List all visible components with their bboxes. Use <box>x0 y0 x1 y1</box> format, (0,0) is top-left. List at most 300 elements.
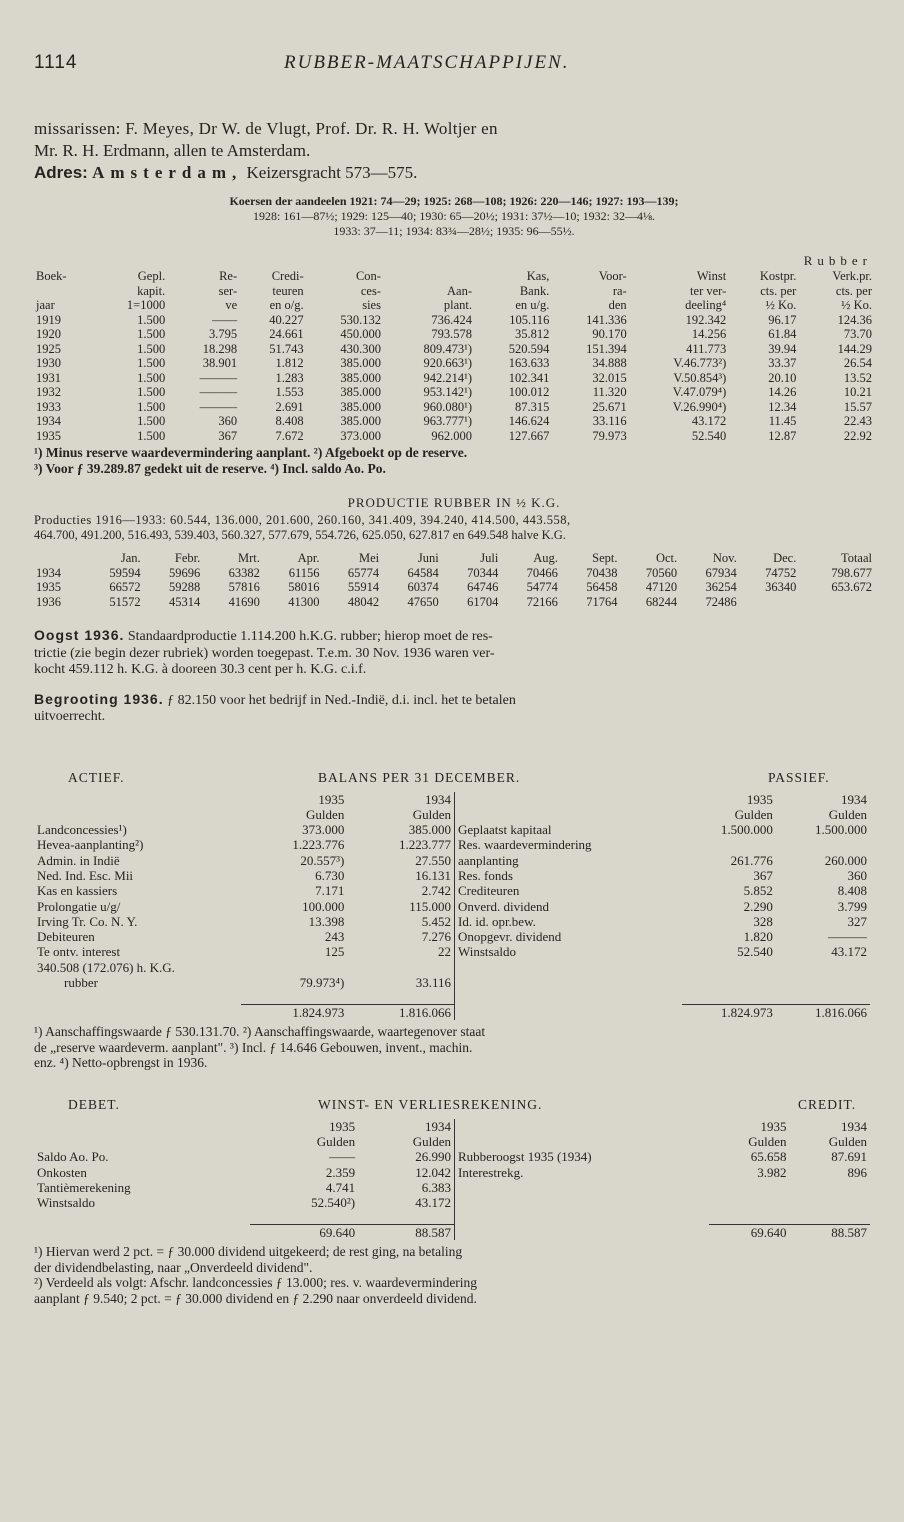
balance-left-title: ACTIEF. <box>68 769 125 785</box>
credit-year-header: 1934 <box>841 1118 867 1134</box>
passief-year-row <box>455 792 871 807</box>
credit-spacer <box>455 1119 710 1134</box>
prod-cell: 1936 <box>36 594 61 609</box>
debet-value: 6.383 <box>421 1179 451 1195</box>
actief-item-label: Debiteuren <box>37 929 95 945</box>
fin-cell: 809.473¹) <box>423 341 473 356</box>
prod-cell: 70560 <box>645 565 678 580</box>
credit-empty-row <box>455 1195 871 1210</box>
fin-header-cell: teuren <box>272 283 304 298</box>
debet-item-label: Onkosten <box>37 1164 87 1180</box>
quotes-line-3: 1933: 37—11; 1934: 83¾—28½; 1935: 96—55½. <box>333 224 575 238</box>
credit-unit-row <box>455 1134 871 1149</box>
prod-month-header: Juli <box>480 551 499 565</box>
fin-cell: V.47.079⁴) <box>672 385 727 399</box>
credit-table <box>454 1119 870 1241</box>
actief-item-label: Ned. Ind. Esc. Mii <box>37 867 134 883</box>
fin-cell: 1935 <box>36 428 61 443</box>
debet-value: —— <box>329 1149 356 1165</box>
actief-unit-header: Gulden <box>412 806 451 822</box>
debet-value: 26.990 <box>415 1149 451 1165</box>
actief-table <box>34 792 454 1021</box>
passief-year-header: 1935 <box>746 791 773 807</box>
actief-row <box>34 868 454 883</box>
passief-spacer <box>455 1004 682 1020</box>
debet-unit-header: Gulden <box>316 1133 356 1149</box>
passief-total: 1.816.066 <box>776 1004 870 1020</box>
passief-item-label: Geplaatst kapitaal <box>458 822 552 838</box>
debet-row <box>34 1165 454 1180</box>
address-line <box>34 162 874 184</box>
actief-year-row <box>34 792 454 807</box>
debet-item-label: Tantièmerekening <box>37 1179 131 1195</box>
fin-cell: 100.012 <box>508 385 550 399</box>
prod-cell: 60374 <box>407 580 439 594</box>
prod-cell: 63382 <box>228 565 260 580</box>
fin-cell: 52.540 <box>691 428 727 443</box>
passief-unit-header: Gulden <box>828 806 867 822</box>
fin-cell: 51.743 <box>269 341 304 356</box>
wv-note-2: der dividendbelasting, naar „Onverdeeld dividend". <box>34 1259 313 1275</box>
fin-table-row <box>34 385 874 400</box>
credit-row <box>455 1165 871 1180</box>
actief-value: 100.000 <box>302 898 345 914</box>
fin-cell: 960.080¹) <box>423 399 473 414</box>
debet-table <box>34 1119 454 1241</box>
prod-month-header: Jan. <box>120 551 141 565</box>
fin-header-cell: Aan- <box>447 283 473 298</box>
fin-cell: 1.500 <box>137 428 166 443</box>
oogst-line-2: trictie (zie begin dezer rubriek) worden toegepast. T.e.m. 30 Nov. 1936 waren ver- <box>34 645 495 661</box>
passief-spacer <box>455 792 682 807</box>
fin-cell: 1.500 <box>137 341 166 356</box>
oogst-line-1: Standaardproductie 1.114.200 h.K.G. rubber; hierop moet de res- <box>127 629 493 644</box>
fin-cell: 1.500 <box>137 399 166 414</box>
passief-row <box>455 944 871 959</box>
debet-value: 52.540²) <box>311 1195 356 1211</box>
passief-item-label: Winstsaldo <box>458 944 516 960</box>
actief-row <box>34 853 454 868</box>
fin-cell: 141.336 <box>586 312 627 327</box>
fin-cell: 96.17 <box>768 312 797 327</box>
fin-cell: ——— <box>199 385 238 399</box>
fin-cell: 163.633 <box>508 356 550 370</box>
fin-cell: ——— <box>199 399 238 414</box>
balance-note-3: enz. ⁴) Netto-opbrengst in 1936. <box>34 1055 208 1071</box>
passief-value: 261.776 <box>730 852 773 868</box>
intro-line-1: missarissen: F. Meyes, Dr W. de Vlugt, Prof. Dr. R. H. Woltjer en <box>34 119 498 138</box>
fin-header-cell: ces- <box>360 283 381 298</box>
production-table <box>34 551 874 609</box>
debet-spacer-row <box>34 1210 454 1224</box>
fin-cell: 736.424 <box>431 312 473 327</box>
prod-month-header: Dec. <box>773 551 797 565</box>
debet-value: 2.359 <box>325 1164 356 1180</box>
passief-item-label: Res. fonds <box>458 867 513 883</box>
fin-cell: 1932 <box>36 385 61 399</box>
fin-header-cell: ra- <box>612 283 627 298</box>
fin-cell: 953.142¹) <box>423 385 473 399</box>
fin-cell: 13.52 <box>843 370 872 385</box>
prod-month-header <box>34 551 83 566</box>
fin-header-cell: plant. <box>443 298 473 312</box>
prod-cell: 64746 <box>467 580 499 594</box>
fin-header-cell: ser- <box>218 283 238 298</box>
actief-item-label: Kas en kassiers <box>37 883 118 899</box>
actief-spacer <box>34 990 241 1004</box>
credit-value: 87.691 <box>831 1149 867 1165</box>
fin-cell: 3.795 <box>209 327 238 341</box>
address-street: Keizersgracht 573—575. <box>246 163 418 182</box>
prod-cell: 1935 <box>36 580 61 594</box>
begrooting-line-1: ƒ 82.150 voor het bedrijf in Ned.-Indië, d.i. incl. het te betalen <box>167 692 516 708</box>
actief-value: 1.223.776 <box>292 837 345 853</box>
actief-total: 1.824.973 <box>241 1004 348 1020</box>
actief-rubber-quantity: 340.508 (172.076) h. K.G. <box>37 959 175 975</box>
prod-cell: 66572 <box>109 580 141 594</box>
prod-cell: 61704 <box>467 594 499 609</box>
fin-header-cell: ter ver- <box>690 283 727 298</box>
actief-unit-row <box>34 807 454 822</box>
prod-cell: 65774 <box>347 565 380 580</box>
prod-cell: 45314 <box>169 594 201 609</box>
begrooting-line-2: uitvoerrecht. <box>34 709 106 724</box>
fin-cell: 124.36 <box>837 312 872 327</box>
passief-item-label: Onopgevr. dividend <box>458 929 562 945</box>
fin-header-cell: ½ Ko. <box>841 298 872 312</box>
prod-month-header: Nov. <box>712 551 737 565</box>
fin-cell: 12.87 <box>768 428 797 443</box>
fin-header-cell: kapit. <box>137 283 166 298</box>
prod-cell: 72166 <box>526 594 558 609</box>
credit-spacer-row <box>455 1210 871 1224</box>
fin-header-cell: Credi- <box>271 269 304 283</box>
passief-item-label: Crediteuren <box>458 883 520 899</box>
fin-table-row <box>34 429 874 444</box>
fin-cell: 385.000 <box>340 414 381 428</box>
fin-cell: 1.500 <box>137 327 166 341</box>
wv-sheet <box>34 1119 874 1241</box>
fin-cell: 1933 <box>36 399 61 414</box>
credit-spacer <box>455 1224 710 1240</box>
oogst-paragraph <box>34 627 874 679</box>
passief-value: 43.172 <box>831 944 867 960</box>
fin-header-cell: deeling⁴ <box>685 298 727 312</box>
actief-value: 1.223.777 <box>399 837 451 853</box>
fin-header-cell: cts. per <box>760 283 797 298</box>
fin-header-cell: Winst <box>696 269 727 283</box>
begrooting-paragraph <box>34 691 874 726</box>
fin-header-cell: Kas, <box>526 269 550 283</box>
fin-header-row <box>34 298 874 313</box>
passief-item-label: aanplanting <box>458 852 519 868</box>
prod-cell: 36254 <box>705 580 737 594</box>
fin-cell: 11.320 <box>592 385 627 399</box>
fin-cell: 90.170 <box>592 327 627 341</box>
quotes-line-1: Koersen der aandeelen 1921: 74—29; 1925: 268—108; 1926: 220—146; 1927: 193—139; <box>229 194 679 208</box>
fin-cell: 10.21 <box>843 385 872 399</box>
credit-spacer <box>455 1180 710 1195</box>
actief-year-header: 1935 <box>318 791 345 807</box>
fin-cell: 33.37 <box>768 356 797 370</box>
passief-value: 367 <box>753 867 773 883</box>
fin-cell: 102.341 <box>508 370 550 385</box>
credit-spacer <box>455 1210 710 1224</box>
actief-row <box>34 914 454 929</box>
fin-cell: 1.500 <box>137 356 166 370</box>
fin-table-row <box>34 414 874 429</box>
actief-value: 13.398 <box>308 913 345 929</box>
actief-spacer-row <box>34 990 454 1004</box>
passief-value: 2.290 <box>743 898 773 914</box>
debet-value: 12.042 <box>415 1164 451 1180</box>
passief-empty-row <box>455 960 871 975</box>
fin-cell: 34.888 <box>592 356 627 370</box>
debet-total: 69.640 <box>250 1224 358 1240</box>
fin-cell: 25.671 <box>592 399 627 414</box>
actief-value: 5.452 <box>421 913 451 929</box>
fin-cell: 79.973 <box>592 428 627 443</box>
prod-month-header: Febr. <box>174 551 201 565</box>
debet-item-label: Saldo Ao. Po. <box>37 1149 109 1165</box>
prod-cell: 74752 <box>765 565 797 580</box>
passief-value: 360 <box>847 867 867 883</box>
credit-value: 65.658 <box>750 1149 787 1165</box>
fin-cell: 39.94 <box>768 341 797 356</box>
passief-spacer <box>455 960 682 975</box>
prod-month-header: Sept. <box>592 551 618 565</box>
fin-cell: 1.500 <box>137 370 166 385</box>
prod-cell: 1934 <box>36 565 61 580</box>
quotes-line-2: 1928: 161—87½; 1929: 125—40; 1930: 65—20½; 1931: 37½—10; 1932: 32—4⅛. <box>252 209 655 223</box>
fin-header-cell: Boek- <box>36 269 67 283</box>
prod-cell <box>798 595 874 610</box>
fin-cell: 32.015 <box>592 370 627 385</box>
actief-row <box>34 944 454 959</box>
financial-table <box>34 269 874 443</box>
passief-spacer <box>455 990 682 1004</box>
debet-year-header: 1935 <box>329 1118 356 1134</box>
address-label: Adres: <box>34 163 88 182</box>
prod-cell: 71764 <box>586 594 618 609</box>
prod-month-header: Mrt. <box>238 551 260 565</box>
passief-row <box>455 868 871 883</box>
prod-month-header: Apr. <box>297 551 320 565</box>
fin-cell: 11.45 <box>768 414 797 428</box>
prod-table-row <box>34 595 874 610</box>
fin-header-cell: Voor- <box>598 269 627 283</box>
oogst-label: Oogst 1936. <box>34 627 125 643</box>
credit-unit-header: Gulden <box>748 1133 787 1149</box>
fin-header-row <box>34 284 874 299</box>
debet-total-row <box>34 1224 454 1240</box>
fin-cell: 12.34 <box>768 399 797 414</box>
balance-note-1: ¹) Aanschaffingswaarde ƒ 530.131.70. ²) Aanschaffingswaarde, waartegenover staat <box>34 1024 486 1040</box>
prod-cell: 798.677 <box>831 565 872 580</box>
fin-cell: 8.408 <box>275 414 304 428</box>
prod-cell: 55914 <box>347 580 380 594</box>
fin-cell: 40.227 <box>269 312 304 327</box>
credit-year-row <box>455 1119 871 1134</box>
page-number: 1114 <box>34 52 78 73</box>
actief-value: 27.550 <box>415 852 451 868</box>
prod-month-header: Aug. <box>533 551 558 565</box>
fin-cell: 385.000 <box>340 385 381 399</box>
passief-value: 8.408 <box>837 883 867 899</box>
prod-cell: 36340 <box>765 580 797 594</box>
fin-table-row <box>34 400 874 415</box>
balance-mid-title: BALANS PER 31 DECEMBER. <box>318 769 521 785</box>
wv-notes <box>34 1244 874 1306</box>
actief-value: 385.000 <box>408 822 451 838</box>
debet-value: 4.741 <box>325 1179 356 1195</box>
passief-value: 328 <box>753 913 773 929</box>
passief-spacer-row <box>455 990 871 1004</box>
actief-unit-header: Gulden <box>306 806 345 822</box>
fin-cell: 1.283 <box>275 370 304 385</box>
fin-table-row <box>34 356 874 371</box>
debet-row <box>34 1149 454 1164</box>
passief-item-label: Res. waardevermindering <box>458 837 592 853</box>
actief-row <box>34 899 454 914</box>
prod-cell <box>739 595 799 610</box>
prod-cell: 67934 <box>705 565 737 580</box>
passief-unit-header: Gulden <box>734 806 773 822</box>
passief-value: 327 <box>847 913 867 929</box>
wv-right-title: CREDIT. <box>798 1096 857 1112</box>
actief-value: 33.116 <box>415 975 451 991</box>
credit-value: 896 <box>847 1164 867 1180</box>
actief-value: 2.742 <box>421 883 451 899</box>
fin-note-1: ¹) Minus reserve waardevermindering aanplant. ²) Afgeboekt op de reserve. <box>34 445 468 460</box>
wv-note-1: ¹) Hiervan werd 2 pct. = ƒ 30.000 dividend uitgekeerd; de rest ging, na betaling <box>34 1244 463 1260</box>
debet-row <box>34 1195 454 1210</box>
wv-note-4: aanplant ƒ 9.540; 2 pct. = ƒ 30.000 dividend en ƒ 2.290 naar onverdeeld dividend. <box>34 1290 477 1306</box>
oogst-line-3: kocht 459.112 h. K.G. à dooreen 30.3 cent per h. K.G. c.i.f. <box>34 662 367 677</box>
fin-cell: 43.172 <box>691 414 727 428</box>
fin-cell: 14.256 <box>691 327 727 341</box>
prod-cell: 59696 <box>169 565 201 580</box>
passief-value <box>776 837 870 852</box>
prod-cell: 64584 <box>407 565 439 580</box>
intro-line-2: Mr. R. H. Erdmann, allen te Amsterdam. <box>34 141 311 160</box>
fin-cell: 920.663¹) <box>423 356 473 370</box>
passief-row <box>455 883 871 898</box>
credit-total: 69.640 <box>709 1224 789 1240</box>
debet-spacer <box>34 1119 250 1134</box>
fin-cell: 1.500 <box>137 414 166 428</box>
address-city: Amsterdam, <box>92 163 243 182</box>
fin-cell: 38.901 <box>202 356 238 370</box>
fin-cell: 411.773 <box>686 341 727 356</box>
page-header <box>34 52 874 74</box>
fin-cell: 1.500 <box>137 385 166 399</box>
debet-total: 88.587 <box>358 1224 454 1240</box>
fin-cell: 385.000 <box>340 399 381 414</box>
fin-cell: 1920 <box>36 327 61 341</box>
begrooting-label: Begrooting 1936. <box>34 690 164 707</box>
debet-spacer <box>34 1210 250 1224</box>
actief-rubber-row <box>34 975 454 990</box>
actief-value: 373.000 <box>302 822 345 838</box>
fin-note-2: ³) Voor ƒ 39.289.87 gedekt uit de reserve. ⁴) Incl. saldo Ao. Po. <box>34 461 386 476</box>
credit-year-header: 1935 <box>760 1118 787 1134</box>
actief-value: 125 <box>324 944 345 960</box>
actief-spacer <box>34 792 241 807</box>
prod-table-row <box>34 566 874 581</box>
fin-cell: —— <box>212 312 238 327</box>
actief-value: 79.973⁴) <box>299 975 345 991</box>
credit-item-label: Rubberoogst 1935 (1934) <box>458 1149 592 1165</box>
passief-row <box>455 914 871 929</box>
actief-year-header: 1934 <box>425 791 451 807</box>
fin-cell: 22.43 <box>843 414 872 428</box>
passief-item-label: Id. id. opr.bew. <box>458 913 536 929</box>
prod-cell: 59288 <box>169 580 201 594</box>
actief-item-label: Prolongatie u/g/ <box>37 898 121 914</box>
fin-cell: 14.26 <box>768 385 797 399</box>
prod-cell: 57816 <box>228 580 260 594</box>
actief-row <box>34 822 454 837</box>
prod-cell: 72486 <box>705 594 737 609</box>
credit-unit-header: Gulden <box>828 1133 867 1149</box>
passief-row <box>455 899 871 914</box>
actief-spacer <box>34 807 241 822</box>
fin-cell: 385.000 <box>340 356 381 370</box>
wv-titles <box>34 1097 874 1113</box>
fin-header-cell: jaar <box>36 298 55 312</box>
rubber-header: Rubber <box>803 253 872 268</box>
fin-cell: 33.116 <box>592 414 627 428</box>
fin-cell: 793.578 <box>431 327 473 341</box>
fin-header-cell: 1=1000 <box>126 298 166 312</box>
fin-table-row <box>34 313 874 328</box>
debet-year-row <box>34 1119 454 1134</box>
production-text-2: 464.700, 491.200, 516.493, 539.403, 560.327, 577.679, 554.726, 625.050, 627.817 en 649.548 halve K.G. <box>34 528 566 542</box>
passief-row <box>455 822 871 837</box>
debet-unit-header: Gulden <box>412 1133 451 1149</box>
fin-cell: 26.54 <box>843 356 872 370</box>
fin-cell: 450.000 <box>340 327 381 341</box>
wv-mid-title: WINST- EN VERLIESREKENING. <box>318 1096 543 1112</box>
prod-cell: 68244 <box>645 594 678 609</box>
balance-note-2: de „reserve waardeverm. aanplant". ³) Incl. ƒ 14.646 Gebouwen, invent., machin. <box>34 1039 473 1055</box>
credit-total-row <box>455 1224 871 1240</box>
credit-row <box>455 1149 871 1164</box>
debet-spacer <box>34 1224 250 1240</box>
passief-row <box>455 837 871 852</box>
fin-cell: 18.298 <box>202 341 238 356</box>
fin-header-row <box>34 269 874 284</box>
prod-cell: 47120 <box>645 580 678 594</box>
fin-cell: 430.300 <box>340 341 381 356</box>
fin-cell: 1.812 <box>275 356 304 370</box>
balance-right-title: PASSIEF. <box>768 769 830 785</box>
fin-header-cell: ve <box>225 298 238 312</box>
fin-cell: 24.661 <box>269 327 304 341</box>
prod-cell: 653.672 <box>831 580 872 594</box>
fin-cell: 360 <box>218 414 238 428</box>
credit-value: 3.982 <box>757 1164 787 1180</box>
production-title: PRODUCTIE RUBBER IN ½ K.G. <box>347 495 561 510</box>
passief-unit-row <box>455 807 871 822</box>
fin-cell: 146.624 <box>508 414 550 428</box>
actief-item-label: Admin. in Indië <box>37 852 120 868</box>
credit-total: 88.587 <box>790 1224 870 1240</box>
prod-cell: 41690 <box>228 594 260 609</box>
passief-value: 1.500.000 <box>720 822 773 838</box>
fin-cell: 1934 <box>36 414 61 428</box>
